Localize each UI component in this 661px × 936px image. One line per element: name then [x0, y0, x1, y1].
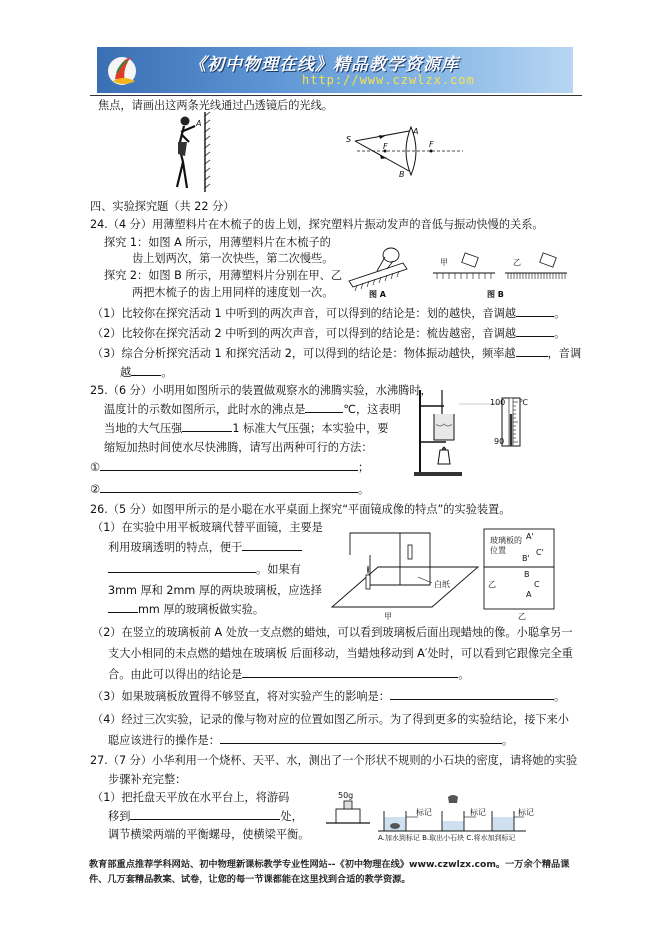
q27-s1-line2: 移到 处，: [108, 810, 303, 823]
mark-label-c: 标记: [518, 808, 534, 817]
q24-blank3[interactable]: [516, 345, 548, 357]
boiling-apparatus-figure: [412, 384, 547, 479]
q26-p4-line1: （4）经过三次实验，记录的像与物对应的位置如图乙所示。为了得到更多的实验结论，接下来小: [92, 713, 569, 726]
q27-blank1[interactable]: [130, 808, 280, 820]
q25-blank-m2[interactable]: [100, 481, 358, 493]
mark-label-b: 标记: [470, 808, 486, 817]
q26-blank1a[interactable]: [242, 539, 302, 551]
mirror-label-pos2: 位置: [490, 546, 506, 555]
q26-blank3[interactable]: [390, 688, 554, 700]
mirror-pt-c2: C': [536, 548, 544, 557]
q24-blank2[interactable]: [516, 325, 554, 337]
q26-stem: 26.（5 分）如图甲所示的是小聪在水平桌面上探究“平面镜成像的特点”的实验装置。: [90, 503, 511, 516]
mirror-pt-b2: B': [522, 554, 530, 563]
q26-p2-line3: 合。由此可以得出的结论是 。: [108, 668, 470, 681]
mirror-label-baizhi: 白纸: [434, 580, 450, 589]
q27-line2: 步骤补充完整：: [108, 773, 187, 786]
q24-sub2: （2）比较你在探究活动 2 中听到的两次声音，可以得到的结论是：梳齿越密，音调越 。: [92, 327, 566, 340]
q24-stem: 24.（4 分）用薄塑料片在木梳子的齿上划，探究塑料片振动发声的音低与振动快慢的关系。: [90, 218, 544, 231]
lens-label-b: B: [399, 170, 405, 179]
mirror-pt-a: A: [526, 590, 532, 599]
lens-label-f1: F: [383, 142, 388, 151]
q24-blank1[interactable]: [516, 305, 554, 317]
mirror-label-yi-side: 乙: [488, 580, 496, 589]
q25-line4: 缩短加热时间使水尽快沸腾，请写出两种可行的方法：: [104, 441, 373, 454]
lens-label-s: S: [346, 135, 352, 144]
mirror-pt-a2: A': [526, 532, 534, 541]
q24-act2-line2: 两把木梳子的齿上用同样的速度划一次。: [132, 286, 334, 299]
step-captions: A.加水到标记 B.取出小石块 C.将水加到标记: [378, 834, 516, 842]
q25-blank-boil[interactable]: [305, 401, 343, 413]
lens-figure: [345, 125, 465, 181]
q26-p3: （3）如果玻璃板放置得不够竖直，将对实验产生的影响是： 。: [92, 690, 566, 703]
fig-b-label: 图 B: [487, 290, 504, 299]
therm-label-100: 100: [490, 398, 506, 407]
continuation-text: 焦点，请画出这两条光线通过凸透镜后的光线。: [98, 99, 333, 112]
q26-p4-line2: 聪应该进行的操作是： 。: [108, 734, 514, 747]
site-logo-icon: [105, 53, 141, 87]
lens-label-f2: F: [429, 140, 434, 149]
fig-b-yi: 乙: [513, 258, 521, 267]
q24-act1-line2: 齿上划两次，第一次快些，第二次慢些。: [132, 252, 334, 265]
header-divider: [90, 95, 582, 96]
q26-blank2[interactable]: [242, 666, 458, 678]
q27-s1-line1: （1）把托盘天平放在水平台上，将游码: [92, 791, 290, 804]
footer-line2: 件、几万套精品教案、试卷，让您的每一节课都能在这里找到合适的教学资源。: [89, 874, 411, 885]
q24-act1-line1: 探究 1：如图 A 所示，用薄塑料片在木梳子的: [104, 236, 331, 249]
q25-method1: ① ；: [90, 461, 370, 474]
comb-figure: [345, 243, 575, 298]
q27-line1: 27.（7 分）小华利用一个烧杯、天平、水，测出了一个形状不规则的小石块的密度，请将她的实验: [90, 754, 578, 767]
q24-sub3-line2: 越 。: [120, 366, 173, 379]
mirror-label-pos1: 玻璃板的: [490, 536, 522, 545]
header-banner: [97, 47, 573, 93]
q26-p1-line4: 3mm 厚和 2mm 厚的两块玻璃板，应选择: [108, 584, 322, 597]
q24-act2-line1: 探究 2：如图 B 所示，用薄塑料片分别在甲、乙: [104, 269, 343, 282]
footer-line1: 教育部重点推荐学科网站、初中物理新课标教学专业性网站--《初中物理在线》www.czwlzx.com。一万余个精品课: [89, 859, 570, 870]
lens-label-a: A: [413, 127, 419, 136]
fig-a-label: 图 A: [369, 290, 386, 299]
weight-label: 50g: [338, 791, 354, 800]
section-heading: 四、实验探究题（共 22 分）: [90, 200, 235, 213]
q25-method2: ② 。: [90, 483, 370, 496]
q26-p1-line1: （1）在实验中用平板玻璃代替平面镜，主要是: [92, 521, 323, 534]
q25-blank-pressure[interactable]: [182, 420, 232, 432]
q27-s1-line3: 调节横梁两端的平衡螺母，使横梁平衡。: [108, 828, 310, 841]
q24-sub3-line1: （3）综合分析探究活动 1 和探究活动 2，可以得到的结论是：物体振动越快，频率越 ，音调: [92, 347, 582, 360]
mark-label-a: 标记: [416, 808, 432, 817]
q25-blank-m1[interactable]: [100, 459, 358, 471]
mirror-label-jia: 甲: [384, 612, 392, 621]
mirror-label-yi: 乙: [518, 612, 526, 621]
mirror-pt-c: C: [534, 580, 540, 589]
plane-mirror-figure: [326, 525, 576, 620]
banner-url[interactable]: http://www.czwlzx.com: [302, 73, 475, 87]
svg-text:A: A: [196, 119, 202, 128]
q26-p2-line1: （2）在竖立的玻璃板前 A 处放一支点燃的蜡烛，可以看到玻璃板后面出现蜡烛的像。小聪拿另一: [92, 626, 573, 639]
q25-line1: 25.（6 分）小明用如图所示的装置做观察水的沸腾实验，水沸腾时，: [90, 384, 432, 397]
q26-p1-line2: 利用玻璃透明的特点，便于: [108, 539, 302, 555]
q26-p2-line2: 支大小相同的未点燃的蜡烛在玻璃板 后面移动，当蜡烛移动到 A′处时，可以看到它跟像完全重: [108, 647, 573, 660]
q25-line3: 当地的大气压强 1 标准大气压强；本实验中，要: [104, 422, 389, 435]
q26-blank4[interactable]: [220, 732, 502, 744]
therm-label-90: 90: [494, 437, 505, 446]
mirror-figure: [165, 112, 225, 194]
q26-blank1b[interactable]: [108, 561, 256, 573]
banner-title: 《初中物理在线》精品教学资源库: [189, 55, 459, 75]
q26-p1-line5: mm 厚的玻璃板做实验。: [108, 601, 264, 617]
page-footer: [89, 857, 579, 887]
q26-blank1c[interactable]: [108, 601, 138, 613]
q25-line2: 温度计的示数如图所示，此时水的沸点是 ℃，这表明: [104, 403, 401, 416]
mirror-pt-b: B: [524, 570, 530, 579]
q24-blank4[interactable]: [131, 364, 161, 376]
density-figure: [320, 789, 534, 842]
therm-label-unit: ℃: [519, 398, 528, 407]
q24-sub1: （1）比较你在探究活动 1 中听到的两次声音，可以得到的结论是：划的越快，音调越 。: [92, 307, 566, 320]
fig-b-jia: 甲: [440, 258, 448, 267]
q26-p1-line3: 。如果有: [108, 561, 301, 577]
